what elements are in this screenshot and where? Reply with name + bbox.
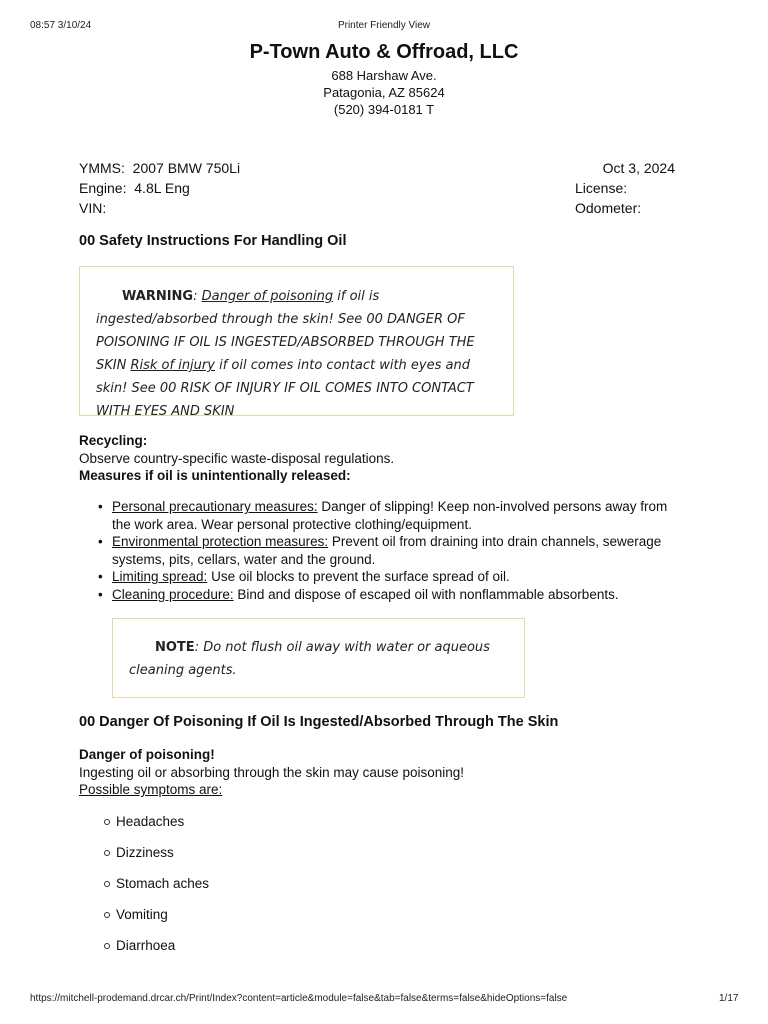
danger-block <box>79 746 699 799</box>
circle-bullet-icon <box>104 943 110 949</box>
warning-label: WARNING <box>122 289 194 304</box>
bullet-icon: • <box>98 569 103 584</box>
report-date: Oct 3, 2024 <box>602 160 675 176</box>
warning-box: WARNING: Danger of poisoning if oil is ingested/absorbed through the skin! See 00 DANGER OF POISONING IF OIL IS INGESTED/ABSORBED THROUGH THE SKIN Risk of injury if oil comes into contact with eyes and skin! See 00 RISK OF INJURY IF OIL COMES INTO CONTACT WITH EYES AND SKIN <box>79 266 514 416</box>
shop-name: P-Town Auto & Offroad, LLC <box>249 41 519 63</box>
measure-term: Personal precautionary measures: <box>112 499 318 514</box>
measures-list <box>79 498 679 603</box>
recycling-text: Observe country-specific waste-disposal regulations. <box>79 450 395 466</box>
print-datetime: 08:57 3/10/24 <box>30 20 92 31</box>
measure-term: Environmental protection measures: <box>112 534 329 549</box>
section-title-safety-instructions: 00 Safety Instructions For Handling Oil <box>79 233 347 249</box>
ymms-value: 2007 BMW 750Li <box>132 160 241 176</box>
measures-label: Measures if oil is unintentionally released: <box>79 468 351 483</box>
measure-term: Limiting spread: <box>112 569 208 584</box>
vehicle-info-left <box>79 158 240 218</box>
list-item <box>79 844 209 875</box>
measure-term: Cleaning procedure: <box>112 586 234 602</box>
circle-bullet-icon <box>104 912 110 918</box>
list-item <box>79 586 679 604</box>
vin-label: VIN: <box>79 200 107 216</box>
bullet-icon: • <box>98 586 103 602</box>
circle-bullet-icon <box>104 881 110 887</box>
danger-of-poisoning-link[interactable]: Danger of poisoning <box>201 289 334 304</box>
list-item <box>79 875 209 906</box>
danger-label: Danger of poisoning! <box>79 747 215 762</box>
note-label: NOTE <box>155 640 195 655</box>
circle-bullet-icon <box>104 819 110 825</box>
note-text: : Do not flush oil away with water or aqueous cleaning agents. <box>129 640 490 678</box>
symptom-text: Stomach aches <box>116 876 210 891</box>
shop-phone: (520) 394-0181 T <box>333 102 435 117</box>
symptom-text: Headaches <box>116 814 185 829</box>
vin-row <box>79 198 240 218</box>
list-item <box>79 937 209 968</box>
measure-text: Use oil blocks to prevent the surface spread of oil. <box>207 569 510 584</box>
list-item <box>79 498 679 533</box>
license-label: License: <box>575 180 628 196</box>
bullet-icon: • <box>98 499 103 514</box>
print-view-title: Printer Friendly View <box>337 20 431 31</box>
engine-value: 4.8L Eng <box>134 180 190 196</box>
list-item <box>79 906 209 937</box>
circle-bullet-icon <box>104 850 110 856</box>
symptoms-list <box>79 813 209 968</box>
list-item <box>79 813 209 844</box>
symptoms-label: Possible symptoms are: <box>79 782 223 797</box>
danger-text: Ingesting oil or absorbing through the skin may cause poisoning! <box>79 764 464 780</box>
footer-url: https://mitchell-prodemand.drcar.ch/Print/Index?content=article&module=false&tab=false&terms=false&hideOptions=false <box>30 993 568 1004</box>
risk-of-injury-link[interactable]: Risk of injury <box>130 358 215 373</box>
ymms-label: YMMS: <box>79 160 125 176</box>
list-item <box>79 533 679 568</box>
measure-text: Prevent oil from draining into drain channels, sewerage systems, pits, cellars, water and the ground. <box>112 534 662 567</box>
odometer-label: Odometer: <box>575 200 642 216</box>
section-title-danger-of-poisoning: 00 Danger Of Poisoning If Oil Is Ingested/Absorbed Through The Skin <box>79 714 559 730</box>
warning-text-2: if oil comes into contact with eyes and skin! See 00 RISK OF INJURY IF OIL COMES INTO CONTACT WITH EYES AND SKIN <box>96 358 474 419</box>
ymms-row <box>79 158 240 178</box>
engine-label: Engine: <box>79 180 127 196</box>
symptom-text: Diarrhoea <box>116 938 176 953</box>
symptom-text: Dizziness <box>116 845 174 860</box>
note-box <box>112 618 525 698</box>
symptom-text: Vomiting <box>116 907 168 922</box>
engine-row <box>79 178 240 198</box>
shop-address-line2: Patagonia, AZ 85624 <box>323 85 445 100</box>
list-item <box>79 568 679 586</box>
bullet-icon: • <box>98 534 103 549</box>
recycling-label: Recycling: <box>79 433 148 448</box>
measure-text: Danger of slipping! Keep non-involved persons away from the work area. Wear personal protective clothing/equipment. <box>112 499 668 532</box>
footer-page-number: 1/17 <box>719 993 739 1004</box>
vehicle-info-right <box>575 158 675 218</box>
warning-text-1: if oil is ingested/absorbed through the skin! See 00 DANGER OF POISONING IF OIL IS INGESTED/ABSORBED THROUGH THE SKIN <box>96 289 475 373</box>
recycling-block <box>79 432 699 485</box>
shop-address-line1: 688 Harshaw Ave. <box>331 68 437 83</box>
measure-text: Bind and dispose of escaped oil with nonflammable absorbents. <box>233 586 619 602</box>
